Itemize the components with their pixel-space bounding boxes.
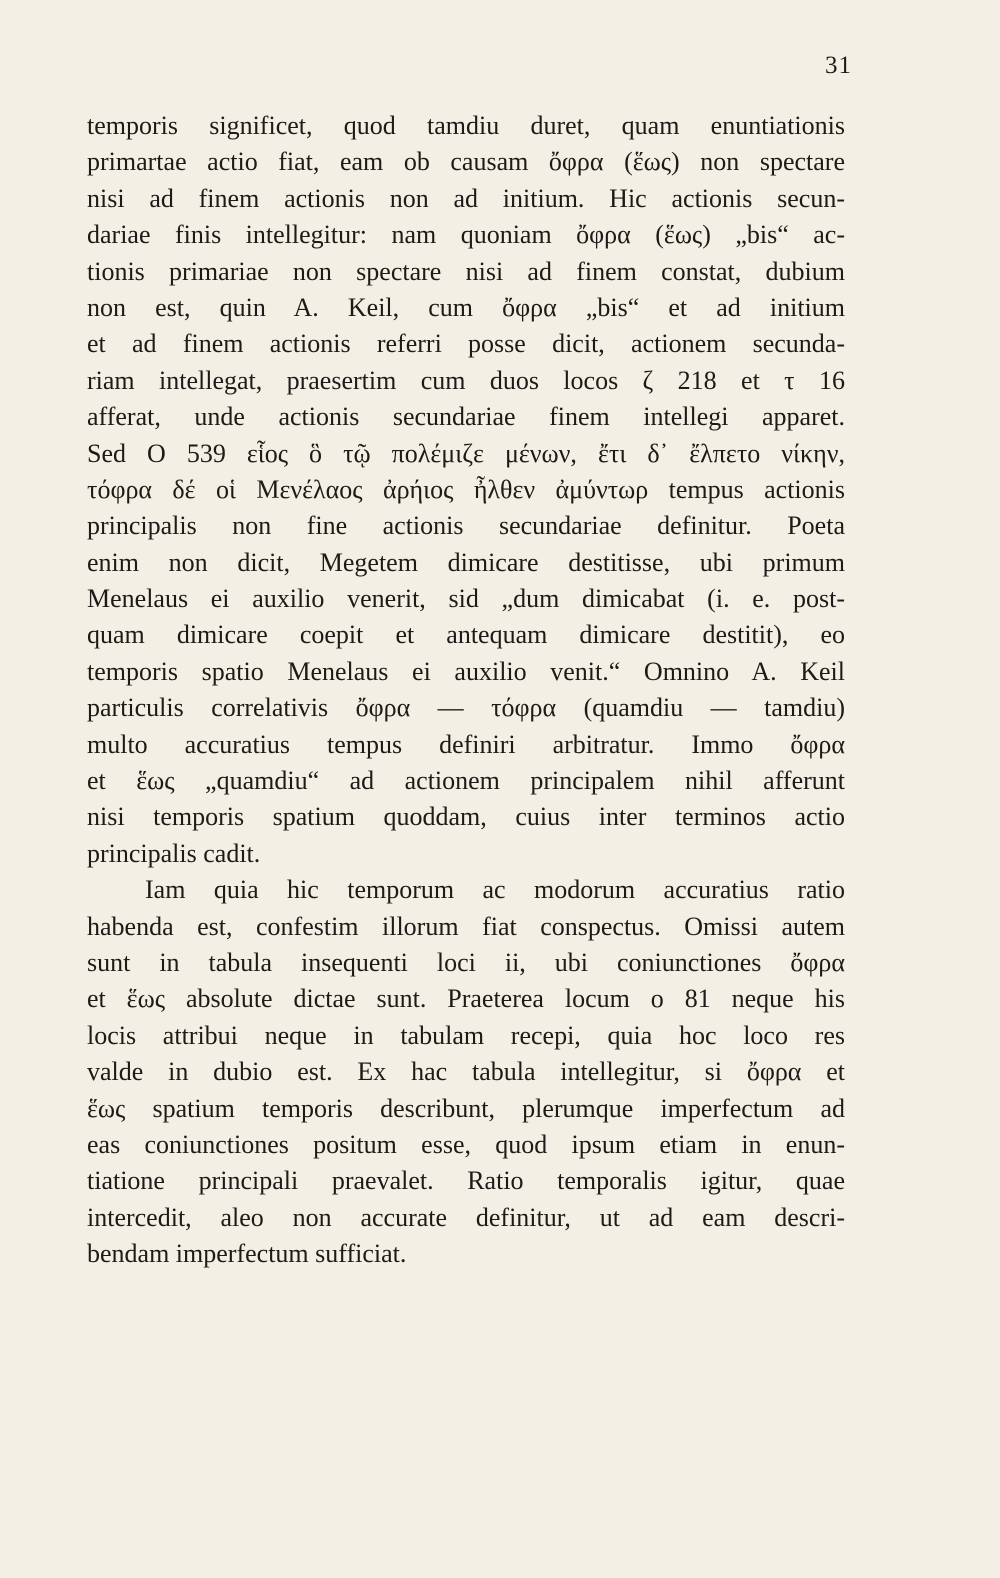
text-line: enim non dicit, Megetem dimicare destitisse, ubi primum: [87, 547, 845, 577]
text-line: temporis significet, quod tamdiu duret, quam enuntiationis: [87, 111, 845, 140]
text-line: sunt in tabula insequenti loci ii, ubi coniunctiones ὄφρα: [87, 947, 845, 977]
text-line: et ἕως absolute dictae sunt. Praeterea locum ο 81 neque his: [87, 984, 845, 1014]
text-line: nisi temporis spatium quoddam, cuius inter terminos actio: [87, 802, 845, 832]
text-line: et ad finem actionis referri posse dicit, actionem secunda-: [87, 329, 845, 359]
text-line: nisi ad finem actionis non ad initium. Hic actionis secun-: [87, 183, 845, 213]
paragraph-1: [87, 108, 845, 872]
text-line: temporis spatio Menelaus ei auxilio venit.“ Omnino A. Keil: [87, 656, 845, 686]
text-line: riam intellegat, praesertim cum duos locos ζ 218 et τ 16: [87, 365, 845, 395]
text-line: particulis correlativis ὄφρα — τόφρα (quamdiu — tamdiu): [87, 693, 845, 723]
text-line: principalis non fine actionis secundariae definitur. Poeta: [87, 511, 845, 541]
page-number: 31: [825, 52, 852, 79]
text-line: dariae finis intellegitur: nam quoniam ὄφρα (ἕως) „bis“ ac-: [87, 220, 845, 250]
text-line: principalis cadit.: [87, 838, 261, 868]
text-line: valde in dubio est. Ex hac tabula intellegitur, si ὄφρα et: [87, 1057, 845, 1087]
text-line: Sed O 539 εἷος ὃ τῷ πολέμιζε μένων, ἔτι δ᾽ ἔλπετο νίκην,: [87, 438, 845, 468]
text-line: primartae actio fiat, eam ob causam ὄφρα (ἕως) non spectare: [87, 147, 845, 177]
text-line: tiatione principali praevalet. Ratio temporalis igitur, quae: [87, 1166, 845, 1196]
text-line: habenda est, confestim illorum fiat conspectus. Omissi autem: [87, 911, 845, 941]
text-line: multo accuratius tempus definiri arbitratur. Immo ὄφρα: [87, 729, 845, 759]
text-line: Iam quia hic temporum ac modorum accuratius ratio: [145, 875, 845, 905]
text-line: et ἕως „quamdiu“ ad actionem principalem nihil afferunt: [87, 766, 845, 796]
body-text: [87, 108, 845, 1273]
text-line: eas coniunctiones positum esse, quod ipsum etiam in enun-: [87, 1129, 845, 1159]
text-line: non est, quin A. Keil, cum ὄφρα „bis“ et ad initium: [87, 292, 845, 322]
text-line: intercedit, aleo non accurate definitur, ut ad eam descri-: [87, 1202, 845, 1232]
text-line: locis attribui neque in tabulam recepi, quia hoc loco res: [87, 1020, 845, 1050]
text-line: bendam imperfectum sufficiat.: [87, 1239, 407, 1269]
paragraph-2: [87, 872, 845, 1272]
text-line: ἕως spatium temporis describunt, plerumque imperfectum ad: [87, 1093, 845, 1123]
text-line: Menelaus ei auxilio venerit, sid „dum dimicabat (i. e. post-: [87, 584, 845, 614]
text-line: tionis primariae non spectare nisi ad finem constat, dubium: [87, 256, 845, 286]
text-line: quam dimicare coepit et antequam dimicare destitit), eo: [87, 620, 845, 650]
text-line: afferat, unde actionis secundariae finem intellegi apparet.: [87, 402, 845, 432]
text-line: τόφρα δέ οἱ Μενέλαος ἀρήιος ἦλθεν ἀμύντωρ tempus actionis: [87, 474, 845, 504]
